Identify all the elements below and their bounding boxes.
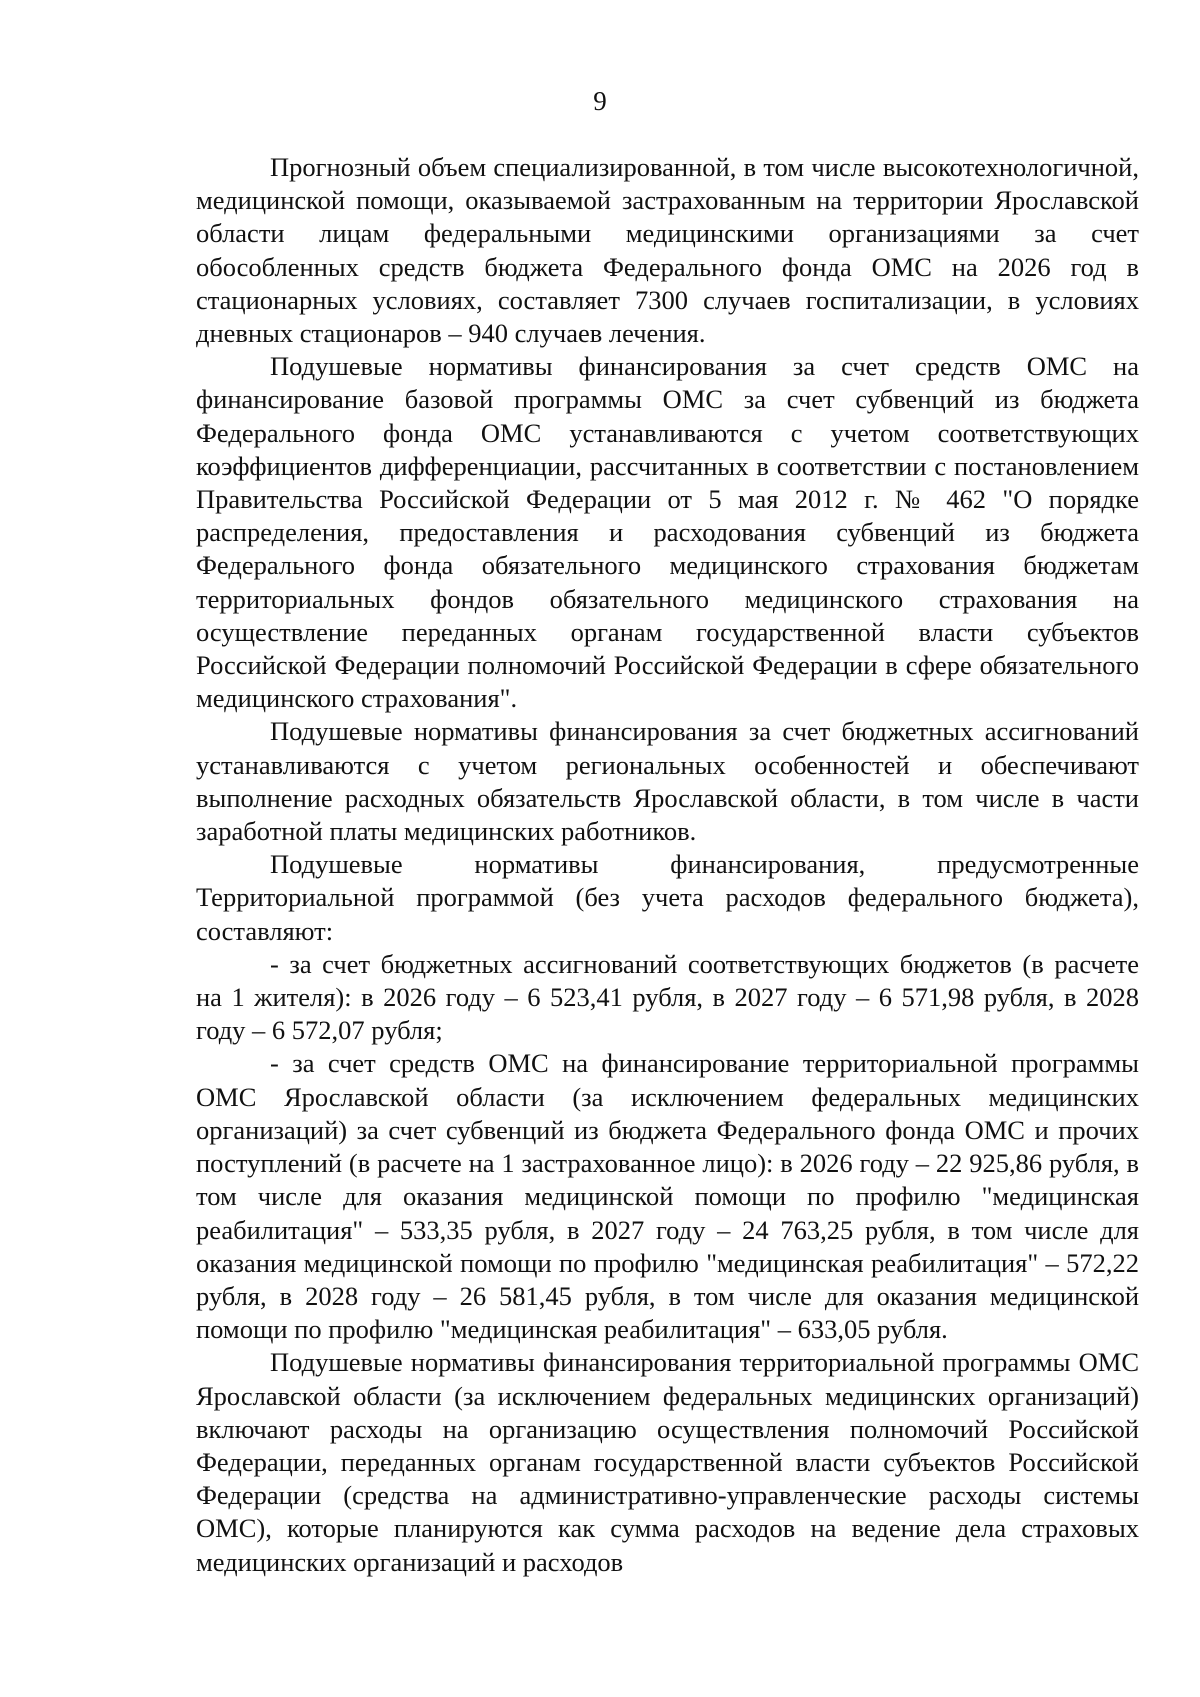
paragraph-administrative-expenses: Подушевые нормативы финансирования территориальной программы ОМС Ярославской области (за исключением федеральных медицинских организаций) включают расходы на организацию осуществления полномочий Российской Федерации, переданных органам государственной власти субъектов Российской Федерации (средства на административно-управленческие расходы системы ОМС), которые планируются как сумма расходов на ведение дела страховых медицинских организаций и расходов: [196, 1347, 1139, 1577]
list-item-budget-allocations: - за счет бюджетных ассигнований соответствующих бюджетов (в расчете на 1 жителя): в 2026 году – 6 523,41 рубля, в 2027 году – 6 571,98 рубля, в 2028 году – 6 572,07 рубля;: [196, 948, 1139, 1046]
paragraph-territorial-program-norms: Подушевые нормативы финансирования, предусмотренные Территориальной программой (без учета расходов федерального бюджета), составляют:: [196, 849, 1139, 946]
paragraph-oms-per-capita-norms: Подушевые нормативы финансирования за счет средств ОМС на финансирование базовой программы ОМС за счет субвенций из бюджета Федерального фонда ОМС устанавливаются с учетом соответствующих коэффициентов дифференциации, рассчитанных в соответствии с постановлением Правительства Российской Федерации от 5 мая 2012 г. № 462 "О порядке распределения, предоставления и расходования субвенций из бюджета Федерального фонда обязательного медицинского страхования бюджетам территориальных фондов обязательного медицинского страхования на осуществление переданных органам государственной власти субъектов Российской Федерации полномочий Российской Федерации в сфере обязательного медицинского страхования".: [196, 351, 1139, 714]
paragraph-budget-per-capita-norms: Подушевые нормативы финансирования за счет бюджетных ассигнований устанавливаются с учетом региональных особенностей и обеспечивают выполнение расходных обязательств Ярославской области, в том числе в части заработной платы медицинских работников.: [196, 716, 1139, 847]
document-body: [196, 151, 1139, 1579]
paragraph-forecast-volume: Прогнозный объем специализированной, в том числе высокотехнологичной, медицинской помощи, оказываемой застрахованным на территории Ярославской области лицам федеральными медицинскими организациями за счет обособленных средств бюджета Федерального фонда ОМС на 2026 год в стационарных условиях, составляет 7300 случаев госпитализации, в условиях дневных стационаров – 940 случаев лечения.: [196, 152, 1139, 349]
list-item-oms-funds: - за счет средств ОМС на финансирование территориальной программы ОМС Ярославской области (за исключением федеральных медицинских организаций) за счет субвенций из бюджета Федерального фонда ОМС и прочих поступлений (в расчете на 1 застрахованное лицо): в 2026 году – 22 925,86 рубля, в том числе для оказания медицинской помощи по профилю "медицинская реабилитация" – 533,35 рубля, в 2027 году – 24 763,25 рубля, в том числе для оказания медицинской помощи по профилю "медицинская реабилитация" – 572,22 рубля, в 2028 году – 26 581,45 рубля, в том числе для оказания медицинской помощи по профилю "медицинская реабилитация" – 633,05 рубля.: [196, 1048, 1139, 1345]
page-number: 9: [593, 86, 607, 116]
